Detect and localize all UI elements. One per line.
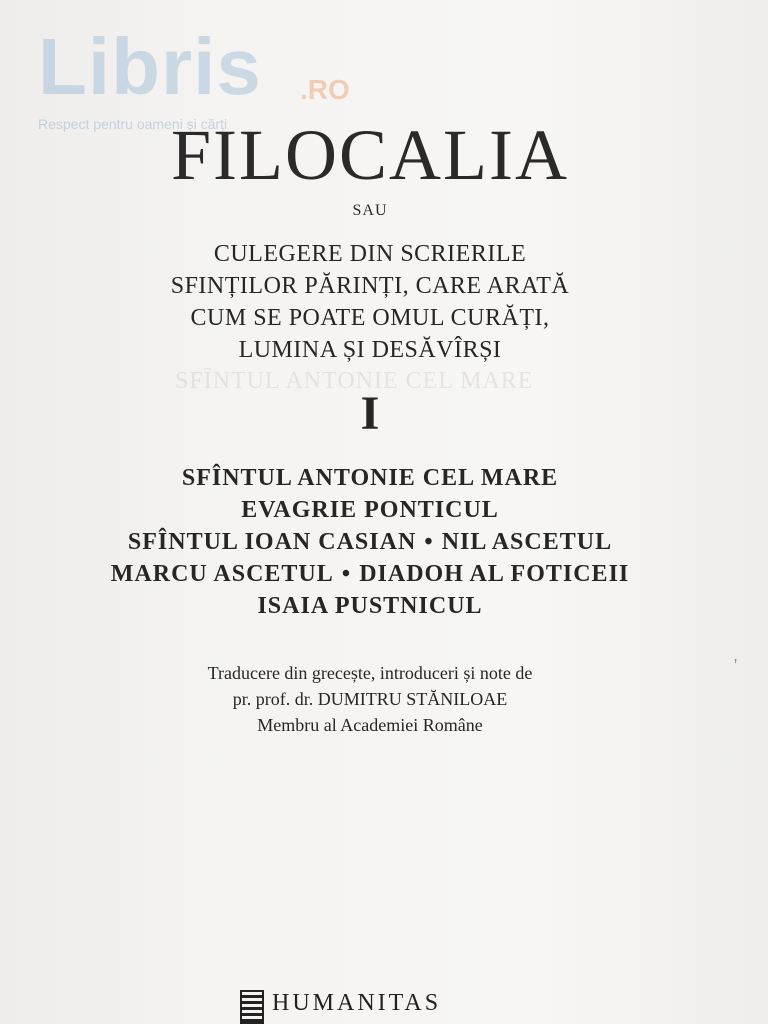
author-line: SFÎNTUL ANTONIE CEL MARE — [181, 465, 559, 491]
book-title: FILOCALIA — [171, 115, 569, 195]
margin-mark: ' — [734, 655, 738, 675]
credit-line: Traducere din grecește, introduceri și note de — [207, 663, 533, 683]
author-line — [0, 526, 740, 558]
author-name: MARCU ASCETUL — [110, 561, 334, 587]
watermark-tagline: Respect pentru oameni și cărți — [38, 116, 228, 132]
subtitle-line: LUMINA ȘI DESĂVÎRȘI — [238, 337, 502, 363]
book-subtitle — [0, 238, 740, 366]
volume-number: I — [360, 387, 380, 440]
watermark-tld: .RO — [300, 74, 350, 105]
translation-credits — [0, 660, 740, 738]
author-line: ISAIA PUSTNICUL — [257, 593, 483, 619]
bullet-separator: • — [424, 529, 434, 555]
authors-list — [0, 462, 740, 622]
author-name: SFÎNTUL IOAN CASIAN — [127, 529, 417, 555]
credit-line: pr. prof. dr. DUMITRU STĂNILOAE — [232, 689, 508, 709]
bleed-through-heading: SFÎNTUL ANTONIE CEL MARE — [175, 368, 534, 394]
author-name: NIL ASCETUL — [441, 529, 613, 555]
subtitle-line: SFINȚILOR PĂRINȚI, CARE ARATĂ — [170, 273, 570, 299]
author-name: DIADOH AL FOTICEII — [359, 561, 630, 587]
author-line: EVAGRIE PONTICUL — [241, 497, 499, 523]
publisher-logo-icon — [240, 990, 264, 1024]
watermark-brand: Libris — [38, 22, 262, 111]
title-conjunction: SAU — [352, 202, 388, 219]
bullet-separator: • — [341, 561, 352, 587]
subtitle-line: CULEGERE DIN SCRIERILE — [213, 241, 527, 267]
credit-line: Membru al Academiei Române — [257, 715, 483, 735]
author-line — [0, 558, 740, 590]
subtitle-line: CUM SE POATE OMUL CURĂȚI, — [190, 305, 550, 331]
publisher-name: HUMANITAS — [272, 990, 442, 1016]
publisher-imprint — [240, 988, 500, 1024]
